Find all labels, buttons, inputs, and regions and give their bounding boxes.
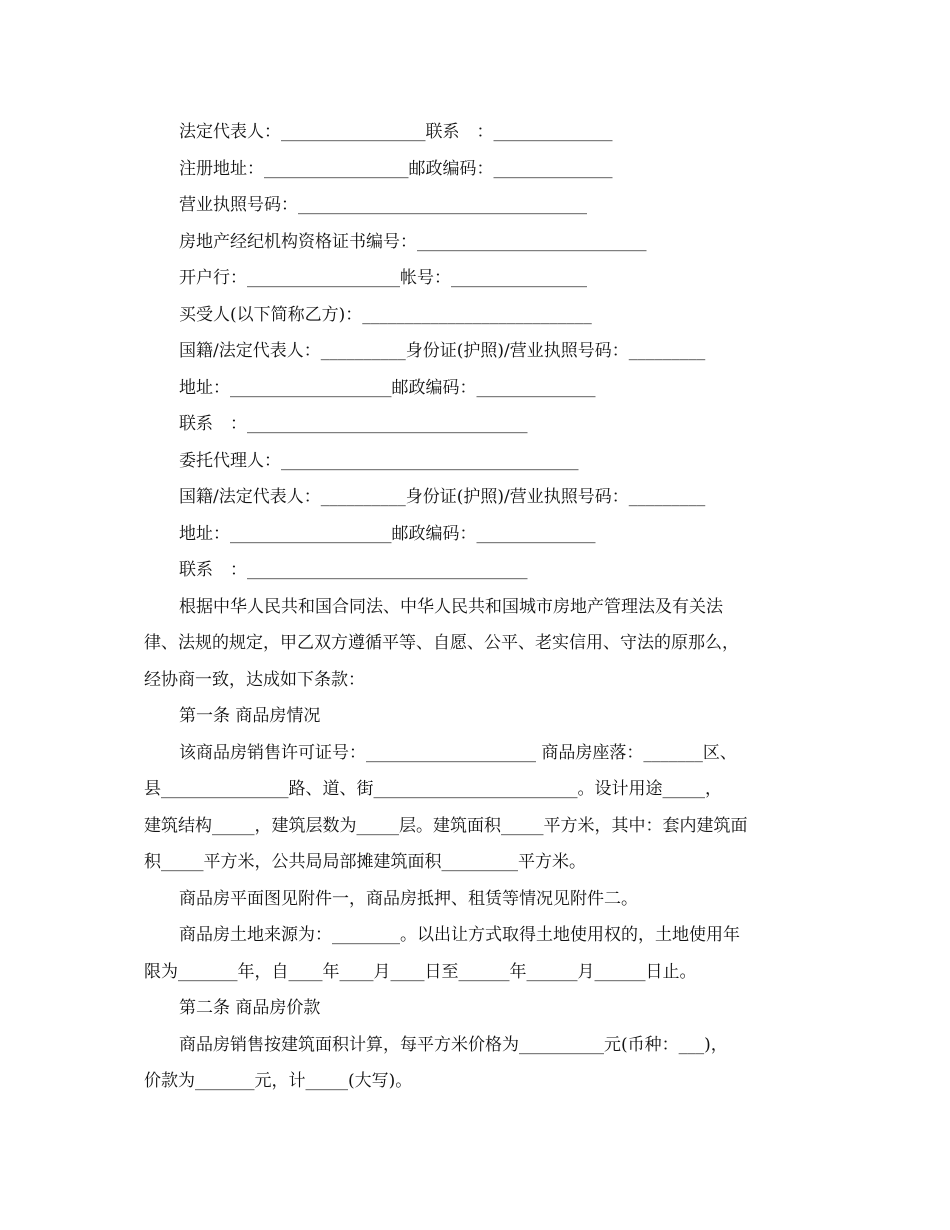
agency-certificate-line: 房地产经纪机构资格证书编号：___________________________ (179, 232, 647, 252)
preamble-line-3: 经协商一致，达成如下条款： (144, 670, 365, 690)
land-source-line-2: 限为_______年，自____年____月____日至______年______月______日止。 (144, 962, 697, 982)
buyer-contact-line: 联系 ：_________________________________ (179, 414, 528, 434)
agent-nationality-line: 国籍/法定代表人：__________身份证(护照)/营业执照号码：_________ (179, 487, 706, 507)
article-1-heading: 第一条 商品房情况 (179, 706, 321, 726)
floor-plan-line: 商品房平面图见附件一，商品房抵押、租赁等情况见附件二。 (179, 889, 638, 909)
article-1-line-2: 县_______________路、道、街________________________。设计用途_____， (144, 779, 722, 799)
business-license-line: 营业执照号码：__________________________________ (179, 195, 587, 215)
preamble-line-2: 律、法规的规定，甲乙双方遵循平等、自愿、公平、老实信用、守法的原那么， (144, 633, 739, 653)
buyer-nationality-line: 国籍/法定代表人：__________身份证(护照)/营业执照号码：_________ (179, 341, 706, 361)
seller-representative-line: 法定代表人：_________________联系 ：______________ (179, 122, 613, 142)
agent-address-line: 地址：___________________邮政编码：______________ (179, 524, 596, 544)
land-source-line-1: 商品房土地来源为：________。以出让方式取得土地使用权的，土地使用年 (179, 925, 740, 945)
buyer-line: 买受人(以下简称乙方)：___________________________ (179, 305, 592, 325)
agent-line: 委托代理人：___________________________________ (179, 451, 579, 471)
article-1-line-4: 积_____平方米，公共局局部摊建筑面积_________平方米。 (144, 852, 586, 872)
buyer-address-line: 地址：___________________邮政编码：______________ (179, 378, 596, 398)
article-1-line-1: 该商品房销售许可证号：____________________ 商品房座落：_______区、 (179, 743, 737, 763)
agent-contact-line: 联系 ：_________________________________ (179, 560, 528, 580)
preamble-line-1: 根据中华人民共和国合同法、中华人民共和国城市房地产管理法及有关法 (179, 597, 723, 617)
price-line-1: 商品房销售按建筑面积计算，每平方米价格为__________元(币种：___)， (179, 1035, 728, 1055)
article-1-line-3: 建筑结构_____，建筑层数为_____层。建筑面积_____平方米，其中：套内建筑面 (144, 816, 748, 836)
seller-address-line: 注册地址：_________________邮政编码：______________ (179, 159, 613, 179)
bank-account-line: 开户行：__________________帐号：________________ (179, 268, 587, 288)
price-line-2: 价款为_______元，计_____(大写)。 (144, 1071, 413, 1091)
article-2-heading: 第二条 商品房价款 (179, 998, 321, 1018)
